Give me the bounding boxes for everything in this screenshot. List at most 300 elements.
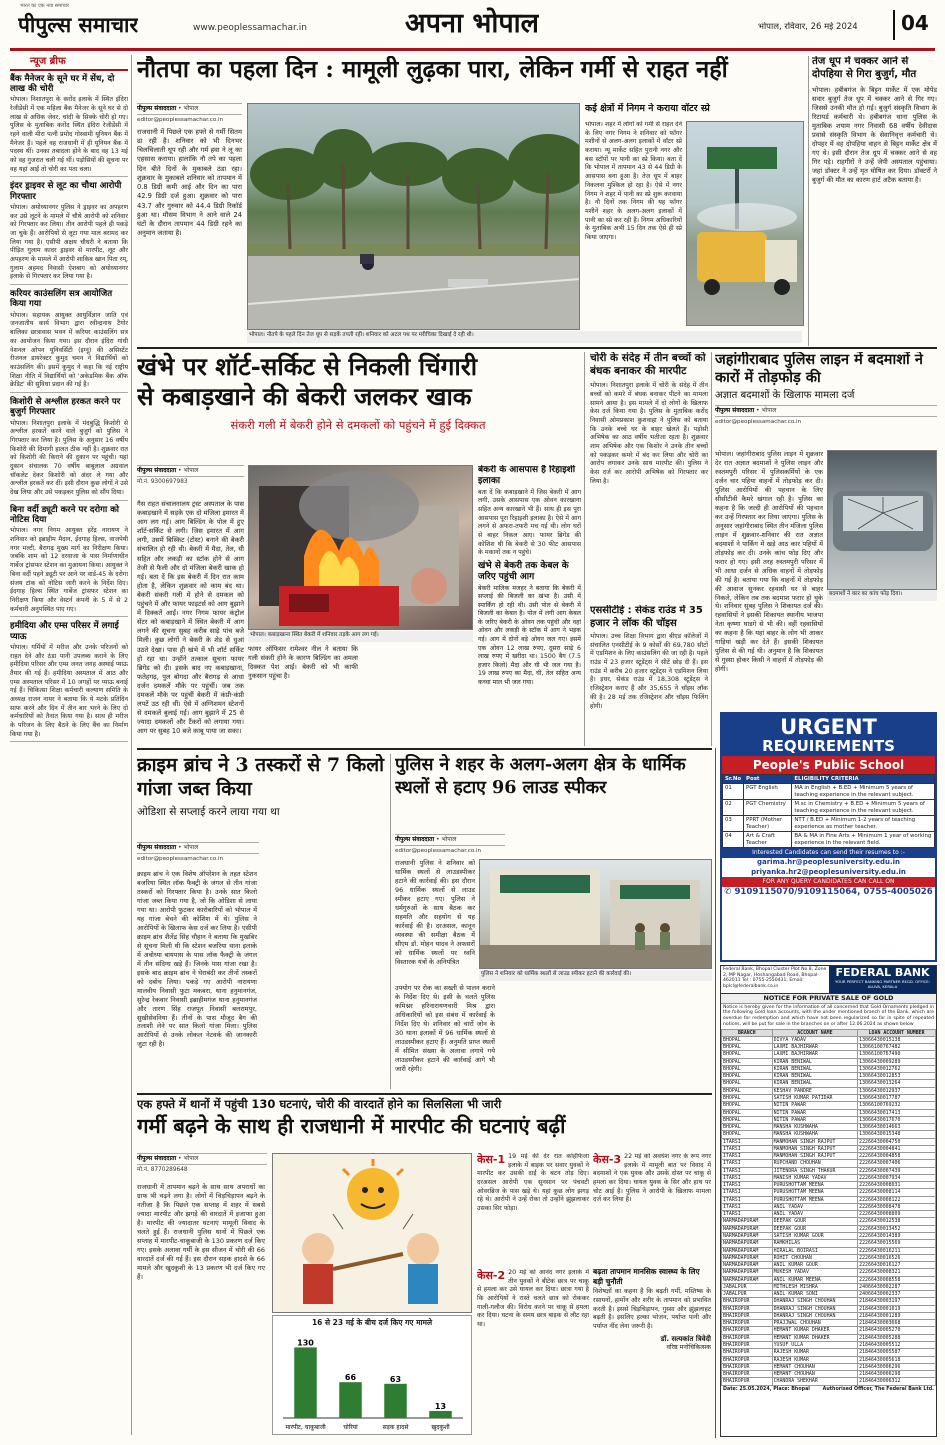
bank-cell: CHANDRA SHEKHAR	[772, 1378, 858, 1385]
bank-cell: BHAIROPUR	[722, 1312, 773, 1319]
section-title-text: अपना भोपाल	[405, 8, 539, 39]
bank-cell: PRAJJWAL CHOUHAN	[772, 1320, 858, 1327]
fire-story	[137, 352, 579, 462]
fire-subhead: संकरी गली में बेकरी होने से दमकलों को पहुंचने में हुई दिक्कत	[230, 418, 486, 433]
bank-cell: 24066430002287	[858, 1283, 936, 1290]
loudspeaker-byline-name: पीपुल्स संवाददाता	[395, 836, 435, 843]
urgent-col-criteria: ELIGIBILITY CRITERIA	[792, 774, 935, 783]
bank-cell: NITIN PAWAR	[772, 1102, 858, 1109]
bank-row	[722, 1349, 936, 1356]
news-brief-body: भोपाल। निशातपुरा के करोंद इलाके में स्थित इंदिरा रेजीडेंसी में एक महिला बैंक मैनेजर के सूने घर से दो लाख से अधिक जेवर, चांदी के सिक्के चोरी हो गए। पुलिस के मुताबिक करोंद स्थित इंदिरा रेजीडेंसी में रहने वाली मीरा पत्नी प्रमोद गोस्वामी यूनियन बैंक में मैनेजर हैं। पहले वह राजधानी में ही यूनियन बैंक में पदस्थ थीं। उनका तबादला होने के बाद वह 13 मई को वह गुजरात चली गई थीं। पड़ोसियों की सूचना पर वह यहां आईं तो चोरी का पता चला।	[10, 96, 128, 173]
bank-cell: RUPCHAND CHOUHAN	[772, 1160, 858, 1167]
bank-cell: 22266430014389	[858, 1233, 936, 1240]
bank-row	[722, 1298, 936, 1305]
kids-story	[590, 352, 708, 602]
bank-cell: JITENDRA SINGH THAKUR	[772, 1167, 858, 1174]
bank-cell: BHAIROPUR	[722, 1371, 773, 1378]
bank-row	[722, 1305, 936, 1312]
crime-byline: पीपुल्स संवाददाता • भोपाल	[137, 1153, 267, 1165]
bank-cell: 21846430003668	[858, 1320, 936, 1327]
news-brief-body: भोपाल। गर्मियों में मरीज और उनके परिजनों को राहत देने और ठंडा पानी उपलब्ध कराने के लिए हमीदिया परिसर और एम्स जनत जगह अस्थाई प्याऊ तैयार की गई हैं। हमीदिया अस्पताल में आठ और एम्स अस्पताल परिसर में 10 जगहों पर प्याऊ बनाई गई हैं। चिकित्सा शिक्षा कर्मचारी कल्याण समिति के अध्यक्ष राजन नायर ने बताया कि ये मटके प्रतिदिन साफ करने और दिन में तीन बार भरने के लिए दो कर्मचारियों को तैनात किया गया है। साथ ही मरीज के परिजन के लिए बैठने के लिए बैंच का निर्माण किया गया है।	[10, 643, 128, 738]
bank-cell: 13066430017787	[858, 1094, 936, 1101]
bank-cell: BHOPAL	[722, 1073, 773, 1080]
bank-row	[722, 1225, 936, 1232]
urgent-cell-post: PPRT (Mother Teacher)	[744, 816, 792, 832]
police-line-headline: जहांगीराबाद पुलिस लाइन में बदमाशों ने कारों में तोड़फोड़ की	[715, 352, 923, 386]
bank-cell: BHAIROPUR	[722, 1342, 773, 1349]
bank-cell: BHAIROPUR	[722, 1298, 773, 1305]
bank-cell: BHAIROPUR	[722, 1320, 773, 1327]
bank-cell: KIRAN BENIWAL	[772, 1065, 858, 1072]
bank-cell: BHAIROPUR	[722, 1334, 773, 1341]
bank-cell: 22266430008031	[858, 1182, 936, 1189]
bank-cell: DIVYA YADAV	[772, 1036, 858, 1043]
fire-headline-line1: खंभे पर शॉर्ट-सर्किट से निकली चिंगारी	[137, 352, 478, 381]
fire-body-col2: फायर ऑफिसर रामेश्वर नील ने बताया कि गली संकरी होने के कारण बिल्डिंग का अमला दिक्कत पेश आई। बेकरी को भी काफी नुकसान पहुंचा है।	[248, 645, 358, 681]
bank-row	[722, 1044, 936, 1051]
chart-category-label-2: सड़क हादसे	[382, 1424, 409, 1432]
bank-cell: BHOPAL	[722, 1058, 773, 1065]
bank-cell: NARMADAPURAM	[722, 1225, 773, 1232]
bank-cell: YUSUF ULLA	[772, 1342, 858, 1349]
section-title	[405, 6, 539, 42]
bank-row	[722, 1196, 936, 1203]
bank-cell: KIRAN BENIWAL	[772, 1058, 858, 1065]
bank-row	[722, 1131, 936, 1138]
urgent-school: People's Public School	[722, 756, 935, 774]
fire-mobile: मो.नं. 9300697983	[137, 479, 188, 486]
bank-notice-title: NOTICE FOR PRIVATE SALE OF GOLD	[721, 994, 936, 1004]
bank-cell: BHAIROPUR	[722, 1327, 773, 1334]
fire-body-wrap	[137, 500, 477, 745]
bank-cell: NITIN PAWAR	[772, 1116, 858, 1123]
water-tanker-illustration	[687, 122, 804, 326]
bank-cell: RAJESH KUMAR	[772, 1356, 858, 1363]
news-brief-body: भोपाल। सहायक आयुक्त आयुर्विज्ञान जाति एवं जनजातीय कार्य विभाग द्वारा रवीन्द्रनाथ टैगोर बालिका छात्रावास भवन में करियर काउंसलिंग सत्र का आयोजन किया गया। इस दौरान इंदिरा गांधी नेशनल ओपन यूनिवर्सिटी (इग्नू) की असिस्टेंट रीजनल डायरेक्टर कुमुद चमन ने विद्यार्थियों को काउंसलिंग की। इसमें कुमुद ने कहा कि नई राष्ट्रीय शिक्षा नीति में विद्यार्थियों को 'अकेडमिक बैंक ऑफ क्रेडिट' की सुविधा प्रदान की गई है।	[10, 311, 128, 389]
lead-byline-name: पीपुल्स संवाददाता	[137, 105, 177, 112]
bank-cell: DHANRAJ SINGH CHOUHAN	[772, 1312, 858, 1319]
bank-cell: 22266430008122	[858, 1196, 936, 1203]
bank-cell: 13066100767482	[858, 1044, 936, 1051]
bank-cell: 13066430012937	[858, 1087, 936, 1094]
ganja-headline: क्राइम ब्रांच ने 3 तस्करों से 7 किलो गांजा जब्त किया	[137, 754, 384, 800]
bank-cell: NARMADAPURAM	[722, 1218, 773, 1225]
kids-headline: चोरी के संदेह में तीन बच्चों को बंधक बनाकर की मारपीट	[590, 352, 706, 378]
fire-body-col1: गैस राहत संचालनालय ट्रस्ट अस्पताल के पास कबाड़खाने में सड़के एक दो मंजिला इमारत में आग लग गई। आग बिल्डिंग के पोल में हुए शॉर्ट-सर्किट से लगी। जिस इमारत में आग लगी, उसमें बिस्किट (टोस्ट) बनाने की बेकरी संचालित हो रही थी। बेकरी में मैदा, तेल, घी सहित और लकड़ी का स्टॉक होने से आग तेजी से फैली और दो मंजिला बेकरी खाक हो गई। बता दें कि इस बेकरी में दिन रात काम होता है, लेकिन शुक्रवार को काम बंद था। बेकरी संकरी गली में होने से दमकल को पहुंचने में और फायर फाइटर्स को आग बुझाने में दिक्कतें आईं। नगर निगम फायर कंट्रोल सेंटर को कबाड़खाने में स्थित बेकरी में आग लगने की सूचना सुबह करीब साढ़े पांच बजे मिली। कुछ लोगों ने बेकरी के शेड से धुआं उठते देखा। पास ही खंभे में भी शॉर्ट सर्किट हो रहा था। उन्होंने तत्काल सूचना फायर ब्रिगेड को दी। इसके बाद नए कबाड़खाना, फतेहगढ़, पुल बोगदा और बैरागढ़ से आधा दर्जन दमकलें मौके पर पहुंचीं। जब तक दमकलें मौके पर पहुंचीं बेकरी में कंप्री-कंप्री लपटें उठ रही थीं। ऐसे में अग्निशमन स्टेशनों से दमकलें बुलाई गईं। आग बुझाने में 25 से ज्यादा दमकलों और टैंकरों को लगाया गया। आग पर सुबह 10 बजे काबू पाया जा सका।	[137, 500, 244, 736]
bank-cell: 13066430012853	[858, 1073, 936, 1080]
bank-cell: 22266430008114	[858, 1189, 936, 1196]
bank-row	[722, 1036, 936, 1043]
bank-cell: NARMADAPURAM	[722, 1262, 773, 1269]
bank-row	[722, 1182, 936, 1189]
bank-cell: ITARSI	[722, 1160, 773, 1167]
expert-title: बढ़ता तापमान मानसिक स्वास्थ्य के लिए बड़ी चुनौती	[593, 1267, 700, 1286]
masthead	[0, 0, 945, 48]
bank-cell: 13066430009289	[858, 1058, 936, 1065]
urgent-cell-no: 01	[723, 784, 744, 800]
bank-cell: NARMADAPURAM	[722, 1254, 773, 1261]
police-line-email: editor@peoplessamachar.co.in	[715, 418, 802, 425]
bank-row	[722, 1327, 936, 1334]
police-line-byline-place: भोपाल	[761, 406, 777, 414]
bank-row	[722, 1233, 936, 1240]
expert-body: विशेषज्ञों का कहना है कि बढ़ती गर्मी, मस्तिष्क के रसायनों, हार्मोन और शरीर के तापमान को प्रभावित करती है। इससे चिड़चिड़ापन, गुस्सा और झुंझलाहट बढ़ती है। इसलिए हल्का भोजन, पर्याप्त पानी और पर्याप्त नींद लेना जरूरी है।	[593, 1288, 711, 1330]
chart-bar-2	[384, 1384, 407, 1418]
urgent-col-sr: Sr.No	[723, 774, 744, 783]
police-line-photo-caption: बदमाशों ने कार का कांच फोड़ दिया।	[827, 590, 937, 601]
fire-photo-caption: भोपाल। कबाड़खाना स्थित बेकरी में शनिवार तड़के आग लग गई।	[248, 631, 473, 642]
bank-cell: NITIN PAWAR	[772, 1109, 858, 1116]
bank-cell: SATISH KUMAR PATIDAR	[772, 1094, 858, 1101]
bank-cell: BHOPAL	[722, 1036, 773, 1043]
bank-cell: BHOPAL	[722, 1044, 773, 1051]
urgent-col-post: Post	[744, 774, 792, 783]
urgent-cell-post: Art & Craft Teacher	[744, 832, 792, 848]
lead-photo	[247, 103, 580, 330]
kids-body: भोपाल। निशातपुरा इलाके में चोरी के संदेह में तीन बच्चों को कमरे में बंधक बनाकर पीटने का मामला सामने आया है। इस मामले में दो लोगों के खिलाफ केस दर्ज किया गया है। पुलिस के मुताबिक करोंद निवासी ओमप्रकाश कुशवाहा ने पुलिस को बताया कि उनके बच्चे घर के बाहर खेलते हैं। पड़ोसी अभिषेक का आठ वर्षीय भतीजा रहता है। शुक्रवार शाम अभिषेक और एक किशोर ने उनके तीन बच्चों को पकड़कर कमरे में बंद कर लिया और चोरी का आरोप लगाकर उनके साथ मारपीट की। पुलिस ने केस दर्ज कर आरोपी अभिषेक को गिरफ्तार कर लिया है।	[590, 382, 708, 485]
bank-cell: 22266430016127	[858, 1262, 936, 1269]
bank-row	[722, 1247, 936, 1254]
bank-cell: 21846430006296	[858, 1363, 936, 1370]
bank-cell: 22266430008321	[858, 1269, 936, 1276]
bank-row	[722, 1218, 936, 1225]
loudspeaker-body-col2: उपयोग पर रोक का सख्ती से पालन कराने के निर्देश दिए थे। इसी के चलते पुलिस कमिश्नर हरिनारायणचारी मिश्र द्वारा अधिकारियों को इस संबंध में कार्रवाई के निर्देश दिए थे। शनिवार को चारों जोन के 30 थाना इलाकों में 96 धार्मिक स्थलों से लाउडस्पीकर हटाए हैं। अनुमति प्राप्त स्थलों में सीमित संख्या के अलावा लगाये गये लाउडस्पीकर हटाने की कार्रवाई आगे भी जारी रहेगी।	[395, 984, 495, 1073]
bank-cell: ITARSI	[722, 1138, 773, 1145]
bank-cell: 13066430014663	[858, 1124, 936, 1131]
bank-cell: HIRALAL BOIRASI	[772, 1247, 858, 1254]
bank-cell: 13066430012762	[858, 1065, 936, 1072]
bank-tag: YOUR PERFECT BANKING PARTNER REGD. OFFICE: ALUVA, KERALA	[835, 979, 930, 989]
bank-row	[722, 1087, 936, 1094]
bank-cell: ROHIT CHOUHAN	[772, 1254, 858, 1261]
urgent-row	[723, 832, 935, 848]
lead-photo-illustration	[248, 104, 580, 330]
news-brief-item	[10, 505, 128, 618]
bank-footer-sign: Authorised Officer, The Federal Bank Ltd.	[822, 1386, 934, 1392]
urgent-row	[723, 816, 935, 832]
expert-role: वरिष्ठ मनोचिकित्सक	[666, 1344, 711, 1352]
urgent-table	[722, 774, 935, 848]
bank-cell: BHOPAL	[722, 1102, 773, 1109]
bank-cell: JABALPUR	[722, 1291, 773, 1298]
lead-body: राजधानी में पिछले एक हफ्ते से गर्मी सितम ढा रही है। शनिवार को भी दिनभर चिलचिलाती धूप रही और गर्म हवा ने लू का एहसास कराया। हालांकि नौ तपे का पहला दिन बीते दिनों के मुकाबले ठंडा रहा। शुक्रवार के मुकाबले शनिवार को तापमान में 0.8 डिग्री कमी आई और दिन का पारा 42.9 डिग्री दर्ज हुआ। शुक्रवार को पारा 43.7 और गुरुवार को 44.4 डिग्री रिकॉर्ड हुआ था। मौसम विभाग ने आने वाले 24 घंटों के दौरान तापमान 44 डिग्री रहने का अनुमान जताया है।	[137, 127, 242, 238]
bank-cell: 22266430008478	[858, 1203, 936, 1210]
bank-cell: ITARSI	[722, 1211, 773, 1218]
bank-row	[722, 1065, 936, 1072]
bank-row	[722, 1102, 936, 1109]
crime-byline-name: पीपुल्स संवाददाता	[137, 1155, 177, 1162]
case1-block	[477, 1153, 589, 1265]
lead-byline: पीपुल्स संवाददाता • भोपाल	[137, 103, 242, 115]
bank-row	[722, 1240, 936, 1247]
bank-row	[722, 1269, 936, 1276]
bank-cell: BHAIROPUR	[722, 1349, 773, 1356]
bank-row	[722, 1124, 936, 1131]
bank-cell: 22266430004750	[858, 1138, 936, 1145]
news-brief-label: न्यूज ब्रीफ	[10, 55, 128, 71]
urgent-cell-criteria: M.sc in Chemistry + B.ED + Minimum 5 years of teaching experience in the relevant subject.	[792, 800, 935, 816]
chart-bar-1	[339, 1382, 362, 1418]
fire-byline-place: भोपाल	[183, 467, 199, 474]
bank-cell: ANIL YADAV	[772, 1211, 858, 1218]
bank-cell: HEMANT KUMAR DHAKER	[772, 1334, 858, 1341]
bank-cell: RAMKHILAS	[772, 1240, 858, 1247]
bank-cell: ANIL KUMAR MEENA	[772, 1276, 858, 1283]
loudspeaker-byline: पीपुल्स संवाददाता • भोपाल	[395, 834, 505, 846]
bank-cell: ITARSI	[722, 1145, 773, 1152]
news-brief-item	[10, 397, 128, 501]
police-line-story	[715, 352, 937, 742]
bank-row	[722, 1283, 936, 1290]
website-link[interactable]: www.peoplessamachar.in	[193, 23, 307, 33]
bank-cell: 22266430008809	[858, 1211, 936, 1218]
chart-category-label-1: चोरियां	[343, 1424, 358, 1432]
news-brief-item	[10, 621, 128, 742]
bank-row	[722, 1211, 936, 1218]
police-line-body-col1: भोपाल। जहांगीराबाद पुलिस लाइन में शुक्रवार देर रात अज्ञात बदमाशों ने पुलिस लाइन और रुस्तमपुरी परिसर में पुलिसकर्मियों के एक दर्जन चार पहिया वाहनों में तोड़फोड़ कर दी। पुलिस आरोपियों की पहचान के लिए सीसीटीवी कैमरे खंगाल रही है। पुलिस का कहना है कि जल्दी ही आरोपियों की पहचान कर उन्हें गिरफ्तार कर लिया जाएगा। पुलिस के अनुसार जहांगीराबाद स्थित तीन मंजिला पुलिस लाइन में शुक्रवार-शनिवार की रात अज्ञात बदमाशों ने पार्किंग में खड़े आठ कार पहियों में तोड़फोड़ कर दी। उनके कांच फोड़ दिए और फरार हो गए। इसी तरह रुस्तमपुरी परिसर में भी आधा दर्जन से अधिक वाहनों में तोड़फोड़ की गई है। बताया गया कि वाहनों में तोड़फोड़ की आवाज सुनकर रहवासी घर से बाहर निकले, लेकिन तब तक बदमाश फरार हो चुके थे। शनिवार सुबह पुलिस ने शिकायत दर्ज की। रहवासियों ने इसकी शिकायत स्थानीय भाजपा नेता कृष्णा घाडगे से भी की। वहीं रहवासियों का कहना है कि यहां बाहर के लोग भी आकर गाड़ियां खड़ी कर देते हैं। इसकी शिकायत पुलिस से की गई थी। अनुमान है कि शिकायत से गुस्सा होकर किसी ने वाहनों में तोड़फोड़ की होगी।	[715, 450, 823, 674]
bank-cell: PURUSHOTTAM MEENA	[772, 1189, 858, 1196]
bank-cell: 13066430013264	[858, 1080, 936, 1087]
case3-label: केस-3	[593, 1153, 622, 1166]
fire-headline-line2: से कबाड़खाने की बेकरी जलकर खाक	[137, 382, 472, 412]
bank-cell: SATISH KUMAR GOUR	[772, 1233, 858, 1240]
bank-cell: ITARSI	[722, 1189, 773, 1196]
urgent-cell-no: 03	[723, 816, 744, 832]
police-line-subhead: अज्ञात बदमाशों के खिलाफ मामला दर्ज	[715, 390, 855, 402]
fire-side1-title: बेकरी के आसपास है रिहाइशी इलाका	[478, 465, 576, 486]
bank-cell: ANIL YADAV	[772, 1203, 858, 1210]
bank-row	[722, 1073, 936, 1080]
bank-cell: NARMADAPURAM	[722, 1240, 773, 1247]
bank-cell: 22266430008558	[858, 1276, 936, 1283]
bank-branch-address: Federal Bank, Bhopal Cluster Plot No 8, Zone 2, MP Nagar, Hoshangabad Road, Bhopal-462011 Tel : 0755-2550431, Email: bplcl@federalbank.co.in	[723, 967, 827, 989]
bank-cell: 13066100769232	[858, 1102, 936, 1109]
bank-row	[722, 1160, 936, 1167]
bank-cell: KIRAN BENIWAL	[772, 1073, 858, 1080]
bank-cell: 21846430003197	[858, 1298, 936, 1305]
bank-cell: LAXMI BAJHIRWAR	[772, 1044, 858, 1051]
news-brief-list	[10, 74, 128, 743]
urgent-row	[723, 784, 935, 800]
loudspeaker-photo	[479, 859, 712, 969]
bank-row	[722, 1342, 936, 1349]
urgent-ad	[720, 712, 937, 962]
bank-cell: BHOPAL	[722, 1087, 773, 1094]
elderly-death-story	[812, 56, 937, 346]
broken-car-illustration	[828, 451, 937, 590]
bank-cell: NARMADAPURAM	[722, 1233, 773, 1240]
paper-tag: भारत का एक नया समाचार	[20, 3, 69, 9]
bank-row	[722, 1378, 936, 1385]
bank-row	[722, 1094, 936, 1101]
ganja-story	[137, 754, 385, 1089]
water-spray-body: भोपाल। शहर में लोगों को गर्मी से राहत देने के लिए नगर निगम ने शनिवार को फॉगर मशीनों से अलग-अलग इलाकों में वॉटर स्प्रे कराया। न्यू मार्केट सहित पुरानी नगर और बस स्टॉपों पर पानी का स्प्रे किया। बता दें कि भोपाल में तापमान 43 से 44 डिग्री के आसपास बना हुआ है। तेज धूप में बाहर निकलना मुश्किल हो रहा है। ऐसे में नगर निगम ने शहर में पानी का स्प्रे शुरू करवाया है। नौ दिनों तक निगम की यह फॉगर मशीनें शहर के अलग-अलग इलाकों में पानी का स्प्रे कर रही हैं। निगम अधिकारियों के मुताबिक अभी 15 दिन तक ऐसे ही स्प्रे किया जाएगा।	[585, 121, 682, 241]
fire-byline: पीपुल्स संवाददाता • भोपाल	[137, 465, 244, 477]
bank-cell: RAJESH KUMAR	[772, 1349, 858, 1356]
bank-cell: ITARSI	[722, 1167, 773, 1174]
bank-cell: HEMANT CHOUHAN	[772, 1371, 858, 1378]
bank-cell: BHOPAL	[722, 1109, 773, 1116]
bank-cell: MITHLESH MISHRA	[772, 1283, 858, 1290]
bank-cell: MUKESH YADAV	[772, 1269, 858, 1276]
urgent-title: URGENT	[780, 715, 877, 739]
news-brief-body: भोपाल। निशातपुरा इलाके में मंदबुद्धि किशोरी से अश्लील हरकतें करने वाले बुजुर्ग को पुलिस ने गिरफ्तार कर लिया है। पुलिस के अनुसार 16 वर्षीय किशोरी की दिमागी हालत ठीक नहीं है। शुक्रवार रात को किशोरी की किराने की दुकान पर पहुंची। यहां दुकान संचालक 70 वर्षीय बाबूलाल अग्रवाल चॉकलेट देकर किशोरी को अंदर ले गया और अश्लील हरकतें कर दीं। इसी दौरान कुछ लोगों ने उसे देख लिया और उसे पकड़कर पुलिस को सौंप दिया।	[10, 419, 128, 497]
urgent-cell-criteria: BA & MA in Fine Arts + Minimum 1 year of working experience in the relevant field.	[792, 832, 935, 848]
sct-body: भोपाल। उच्च शिक्षा विभाग द्वारा बीएड कॉलेजों में संचालित एनसीटीई के 9 कोर्सों की 69,780 सीटों में एडमिशन के लिए काउंसलिंग की जा रही है। पहले राउंड में 23 हजार स्टूडेंट्स ने सीटें छोड़ दी हैं। इस राउंड में करीब 20 हजार स्टूडेंट्स ने एडमिशन लिया है। इधर, सेकंड राउंड में 18,308 स्टूडेंट्स ने रजिस्ट्रेशन कराए हैं और 35,655 ने चॉइस लॉक की है। 28 मई तक रजिस्ट्रेशन और चॉइस फिलिंग होगी।	[590, 633, 708, 710]
bank-row	[722, 1291, 936, 1298]
news-brief-item	[10, 74, 128, 178]
police-line-byline: पीपुल्स संवाददाता • भोपाल	[715, 405, 937, 417]
bank-cell: MANISH KUMAR YADAV	[772, 1174, 858, 1181]
urgent-cell-post: PGT English	[744, 784, 792, 800]
bank-cell: MANMOHAN SINGH RAJPUT	[772, 1138, 858, 1145]
bank-cell: 21846430005288	[858, 1334, 936, 1341]
bank-cell: BHAIROPUR	[722, 1363, 773, 1370]
bank-cell: PURUSHOTTAM MEENA	[772, 1182, 858, 1189]
chart-bar-3	[429, 1411, 452, 1418]
loudspeaker-body-col4	[609, 984, 712, 1089]
bank-cell: 21846430005270	[858, 1327, 936, 1334]
bank-cell: NARMADAPURAM	[722, 1247, 773, 1254]
lead-email: editor@peoplessamachar.co.in	[137, 117, 224, 124]
ganja-subhead: ओडिशा से सप्लाई करने लाया गया था	[137, 805, 280, 818]
urgent-cell-criteria: MA in English + B.ED + Minimum 5 years of teaching experience in the relevant subject.	[792, 784, 935, 800]
bank-row	[722, 1189, 936, 1196]
bank-row	[722, 1276, 936, 1283]
ganja-byline-block	[137, 842, 259, 864]
urgent-row	[723, 800, 935, 816]
loudspeaker-body-col3	[500, 984, 605, 1089]
loudspeaker-byline-place: भोपाल	[441, 836, 457, 843]
urgent-cell-post: PGT Chemistry	[744, 800, 792, 816]
bank-row	[722, 1153, 936, 1160]
bank-cell: BHOPAL	[722, 1094, 773, 1101]
bank-cell: 21846430006298	[858, 1371, 936, 1378]
news-brief-body: भोपाल। अयोध्यानगर पुलिस ने ड्राइवर का अपहरण कर उसे लूटने के मामले में चौथे आरोपी को शनिवार को गिरफ्तार कर लिया। तीन आरोपी पहले ही पकड़े जा चुके हैं। आरोपियों से लूटा गया माल बरामद कर लिया गया है। एसीपी अक्षय चौधरी ने बताया कि पीड़ित गुलाम कादर ड्राइवर से मारपीट, लूट और अपहरण के मामले में आरोपी शाकिब खान पिता रम्, गुलाम अहमद निवासी ऐशबाग को अयोध्यानगर इलाके से गिरफ्तार कर लिया गया है।	[10, 203, 128, 281]
bank-cell: ITARSI	[722, 1196, 773, 1203]
lead-headline: नौतपा का पहला दिन : मामूली लुढ़का पारा, लेकिन गर्मी से राहत नहीं	[137, 56, 728, 83]
chart-category-label-3: खुदकुशी	[431, 1424, 450, 1432]
bank-row	[722, 1371, 936, 1378]
water-spray-story	[585, 103, 805, 329]
cartoon-illustration	[273, 1154, 472, 1313]
bank-cell: 21846430005618	[858, 1356, 936, 1363]
case3-block	[593, 1153, 711, 1263]
bank-cell: BHAIROPUR	[722, 1356, 773, 1363]
bank-cell: BHAIROPUR	[722, 1305, 773, 1312]
news-brief-column	[10, 55, 128, 1435]
bank-cell: DEEPAK GOUR	[772, 1218, 858, 1225]
urgent-email2[interactable]: priyanka.hr2@peoplesuniversity.edu.in	[751, 867, 906, 876]
case2-label: केस-2	[477, 1269, 506, 1282]
news-brief-title: बिना वर्दी ड्यूटी करने पर दरोगा को नोटिस दिया	[10, 504, 120, 526]
water-spray-headline: कई क्षेत्रों में निगम ने कराया वॉटर स्प्रे	[585, 103, 710, 114]
news-brief-item	[10, 289, 128, 393]
news-brief-title: बैंक मैनेजर के सूने घर में सेंध, दो लाख की चोरी	[10, 73, 115, 94]
bank-cell: JABALPUR	[722, 1283, 773, 1290]
fire-sidebar	[478, 465, 581, 745]
crime-kicker: एक हफ्ते में थानों में पहुंची 130 घटनाएं, चोरी की वारदातें होने का सिलसिला भी जारी	[137, 1097, 502, 1111]
bank-cell: 21846430006312	[858, 1378, 936, 1385]
bank-cell: 22266430012538	[858, 1218, 936, 1225]
news-brief-title: किशोरी से अश्लील हरकत करने पर बुजुर्ग गिरफ्तार	[10, 396, 121, 418]
urgent-query-note: FOR ANY QUERY CANDIDATES CAN CALL ON	[722, 877, 935, 887]
urgent-cell-criteria: NTT / B.ED + Minimum 1-2 years of teaching experience as mother teacher.	[792, 816, 935, 832]
bank-ad	[720, 965, 937, 1437]
fire-side2-body: बेकरी मालिक मजहर ने बताया कि बेकरी में सप्लाई की बिजली का खंभा है। उसी में स्पार्किंग हो रही थी। उसी पोल से बेकरी में बिजली का केबल है। पोल में लगी आग केबल के जरिए बेकरी के ओवन तक पहुंची और वहां ओवन और लकड़ी के स्टॉक में आग ने भड़क गई। आग में दोनों बड़े ओवन जल गए। इसमें एक ओवन 12 लाख रुपए, दूसरा साढ़े 6 लाख रुपए में खरीदा था। 1500 बैग (7.5 हजार किलो) मैदा और घी भी जल गया है। 19 लाख रुपए का मैदा, घी, तेल सहित अन्य कच्चा माल भी जल गया।	[478, 584, 581, 686]
chart-title: 16 से 23 मई के बीच दर्ज किए गए मामले	[311, 1318, 433, 1327]
bank-cell: MANMOHAN SINGH RAJPUT	[772, 1145, 858, 1152]
bank-cell: MANSHA KUSHWAHA	[772, 1124, 858, 1131]
urgent-email1[interactable]: garima.hr@peoplesuniversity.edu.in	[757, 858, 900, 867]
elderly-death-headline: तेज धूप में चक्कर आने से दोपहिया से गिरा बुजुर्ग, मौत	[812, 56, 917, 80]
bank-cell: DHANRAJ SINGH CHOUHAN	[772, 1305, 858, 1312]
fire-body-col3	[363, 645, 475, 745]
bank-row	[722, 1203, 936, 1210]
bank-cell: 22266430007439	[858, 1167, 936, 1174]
loudspeaker-story	[395, 754, 712, 1089]
bank-name: FEDERAL BANK	[835, 966, 930, 979]
chart-value-label-2: 63	[389, 1374, 402, 1384]
case1-body: 19 मई की देर रात कोहेफिजा इलाके में बाइक पर सवार युवकों ने मारपीट कर उसकी दाईं के बटन तोड़ दिए। दरअसल आरोपी एक सूनसान पर पंचवटी ओवरब्रिज के पास खड़े थे। यहां कुछ लोग झगड़ रहे थे। आरोपी ने उन्हें रोका तो उन्होंने झुंझलाकर उसका सिर फोड़ा।	[477, 1153, 589, 1213]
bank-cell: 22266430016526	[858, 1254, 936, 1261]
bank-row	[722, 1174, 936, 1181]
bank-row	[722, 1080, 936, 1087]
news-brief-title: हमीदिया और एम्स परिसर में लगाई प्याऊ	[10, 621, 119, 642]
bank-cell: BHOPAL	[722, 1065, 773, 1072]
bank-cell: ITARSI	[722, 1174, 773, 1181]
chart-plot	[273, 1330, 471, 1432]
bank-row	[722, 1356, 936, 1363]
bank-cell: 22266430004858	[858, 1153, 936, 1160]
bank-cell: ITARSI	[722, 1153, 773, 1160]
ganja-byline-name: पीपुल्स संवाददाता	[137, 844, 177, 851]
police-line-byline-name: पीपुल्स संवाददाता	[715, 406, 755, 414]
bank-cell: 22266430015569	[858, 1240, 936, 1247]
bank-notice-body: Notice is hereby given for the information of all concerned that Gold Ornaments pledged in the following Gold loan accounts, with the under mentioned branch of the Bank, which are overdue for redemption and which have not been regularized so far in spite of repeated notices, will be put for sale in the branches on or after 12.06.2024 as shown below	[723, 1004, 934, 1027]
ganja-byline-place: भोपाल	[183, 844, 199, 851]
page-number: 04	[893, 10, 933, 40]
bank-row	[722, 1334, 936, 1341]
loudspeaker-email: editor@peoplessamachar.co.in	[395, 848, 482, 855]
case2-body: 20 मई को आनंद नगर इलाके में तीन युवकों ने बीटेक छात्र पर चाकू से हमला कर उसे घायल कर दिया। छात्रा गया है कि आरोपियों ने रास्ते चलते छात्र को रोककर गाली-गलौज की। विरोध करने पर चाकू से हमला कर दिया। घटना के समय छात्र बाइक से लौट रहा था।	[477, 1269, 589, 1329]
expert-block	[593, 1267, 711, 1435]
loudspeaker-body-col1: राजधानी पुलिस ने शनिवार को धार्मिक स्थलों से लाउडस्पीकर हटाने की कार्रवाई की। इस दौरान 96 धार्मिक स्थलों से लाउड स्पीकर हटाए गए। पुलिस ने धर्मगुरुओं के साथ बैठक कर सहमति और सहयोग से यह कार्रवाई की है। दरअसल, कानून व्यवस्था की समीक्षा बैठक में सीएम डॉ. मोहन यादव ने अफसरों को धार्मिक स्थलों पर ध्वनि विस्तारक यंत्रों के अनियंत्रित	[395, 859, 475, 966]
ganja-byline: पीपुल्स संवाददाता • भोपाल	[137, 842, 259, 854]
bank-cell: ITARSI	[722, 1182, 773, 1189]
news-brief-title: इंदर ड्राइवर से लूट का चौथा आरोपी गिरफ्तार	[10, 181, 122, 202]
bank-cell: 22266430016211	[858, 1247, 936, 1254]
ganja-body-col1: क्राइम ब्रांच ने एक विशेष ऑपरेशन के तहत स्टेशन बजरिया स्थित लॉक फैक्ट्री के जंगल से तीन गांजा तस्करों को गिरफ्तार किया है। उनके सात किलो गांजा जब्त किया गया है, जो कि ओडिशा से लाया गया था। आरोपी फुटकर कारोबारियों को भोपाल में यह गांजा बेचने की कोशिश में थे। पुलिस ने आरोपियों के खिलाफ केस दर्ज कर लिया है। एसीपी क्राइम ब्रांच शैलेंद्र सिंह चौहान ने बताया कि मुखबिर से सूचना मिली थी कि स्टेशन बजरिया थाना इलाके में अवोध्या बायपास के पास लॉक फैक्ट्री के जंगल में तीन संदिग्ध खड़े हैं। जिनके पास गांजा रखा है। इसके बाद क्राइम ब्रांच ने घेराबंदी कर तीनों तस्करों को दबोच लिया। पकड़े गए आरोपी नारायणा मालवीय निवासी फुटा मकबरा, थाना हनुमानगंज, सुरेन्द्र रेकवार निवासी इब्राहीमगंज थाना हनुमानगंज और तारण सिंह राजपूत निवासी बलरामपुर, सुखीसेवनिया हैं। तीनों के पास मौजूद बैग की तलाशी लेने पर सात किलो गांजा मिला। पुलिस आरोपियों से उनके लोकल नेटवर्क की जानकारी जुटा रही है।	[137, 870, 257, 1049]
lead-photo-caption: भोपाल। नौतपे के पहले दिन तेज धूप से सड़कें तपती रहीं। शनिवार को अटल पथ पर मरीचिका दिखाई दे रही थी।	[247, 331, 802, 343]
bank-row	[722, 1167, 936, 1174]
bank-cell: HEMANT KUMAR DHAKER	[772, 1327, 858, 1334]
loudspeaker-byline-block	[395, 834, 505, 856]
fire-side1-body: बता दें कि कबाड़खाने में जिस बेकरी में आग लगी, उसके आसपास एक ओवन कारखाना सहित अन्य कारखाने भी हैं। साथ ही इस पूरा आसपास पूरा रिहाइशी इलाका है। ऐसे में आग लगने से अफरा-तफरी मच गई थी। लोग घरों से बाहर निकल आए। फायर ब्रिगेड की कोशिश थी कि बेकरी से 30 फीट आसपास के मकानों तक न पहुंचे।	[478, 488, 581, 557]
bank-cell: ANIL KUMAR GOUR	[772, 1262, 858, 1269]
paper-logo: पीपुल्स समाचार	[18, 12, 139, 37]
bank-row	[722, 1116, 936, 1123]
bank-row	[722, 1363, 936, 1370]
sct-headline: एससीटीई : सेकंड राउंड में 35 हजार ने लॉक की चॉइस	[590, 605, 703, 629]
bank-row	[722, 1312, 936, 1319]
bank-row	[722, 1254, 936, 1261]
bank-col-header: LOAN ACCOUNT NUMBER	[858, 1029, 936, 1036]
chart-category-label-0: मारपीट, चाकूबाजी	[285, 1424, 326, 1432]
case1-label: केस-1	[477, 1153, 506, 1166]
bank-cell: 21846430005512	[858, 1342, 936, 1349]
bank-cell: 22266430013452	[858, 1225, 936, 1232]
